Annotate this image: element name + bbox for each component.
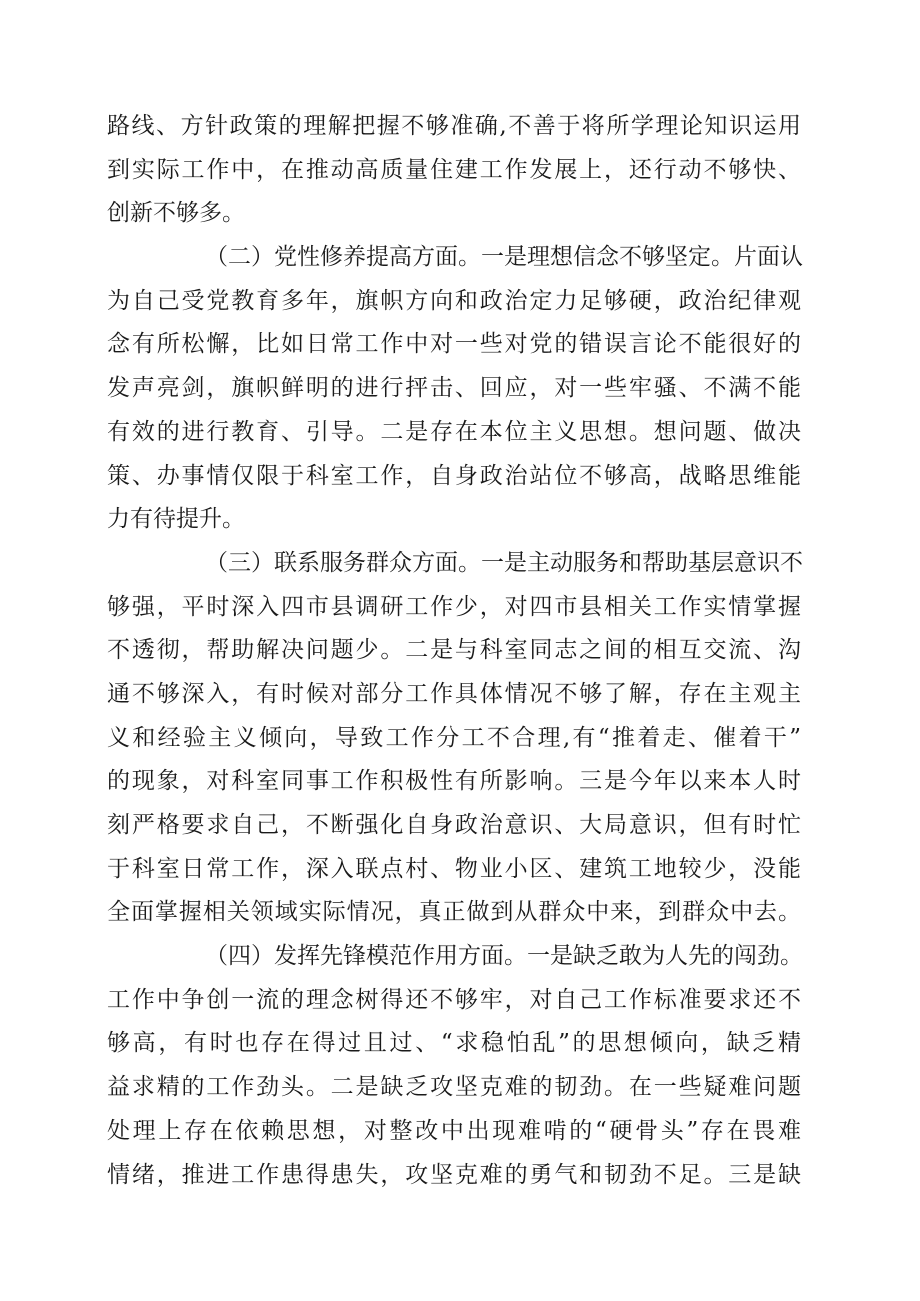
text-line: 的现象，对科室同事工作积极性有所影响。三是今年以来本人时 [107, 768, 801, 795]
text-line: 力有待提升。 [107, 506, 245, 533]
text-line: 有效的进行教育、引导。二是存在本位主义思想。想问题、做决 [107, 418, 801, 445]
paragraph-party-spirit [107, 236, 801, 542]
text-line: （二）党性修养提高方面。一是理想信念不够坚定。片面认 [205, 244, 803, 271]
text-line: 全面掌握相关领域实际情况，真正做到从群众中来，到群众中去。 [107, 899, 801, 926]
text-line: 策、办事情仅限于科室工作，自身政治站位不够高，战略思维能 [107, 462, 801, 489]
text-line: 为自己受党教育多年，旗帜方向和政治定力足够硬，政治纪律观 [107, 287, 801, 314]
text-line: 不透彻，帮助解决问题少。二是与科室同志之间的相互交流、沟 [107, 637, 801, 664]
document-page [107, 105, 801, 1197]
text-line: 刻严格要求自己，不断强化自身政治意识、大局意识，但有时忙 [107, 812, 801, 838]
text-line: （四）发挥先锋模范作用方面。一是缺乏敢为人先的闯劲。 [205, 943, 803, 970]
text-line: 通不够深入，有时候对部分工作具体情况不够了解，存在主观主 [107, 680, 801, 707]
text-line: 到实际工作中，在推动高质量住建工作发展上，还行动不够快、 [107, 156, 801, 183]
text-line: 义和经验主义倾向，导致工作分工不合理,有“推着走、催着干” [107, 724, 801, 751]
text-line: 发声亮剑，旗帜鲜明的进行抨击、回应，对一些牢骚、不满不能 [107, 375, 801, 402]
text-line: 于科室日常工作，深入联点村、物业小区、建筑工地较少，没能 [107, 855, 801, 882]
text-line: 路线、方针政策的理解把握不够准确,不善于将所学理论知识运用 [107, 113, 801, 139]
text-line: （三）联系服务群众方面。一是主动服务和帮助基层意识不 [205, 549, 803, 576]
text-line: 益求精的工作劲头。二是缺乏攻坚克难的韧劲。在一些疑难问题 [107, 1074, 801, 1101]
text-line: 够强，平时深入四市县调研工作少，对四市县相关工作实情掌握 [107, 593, 801, 620]
paragraph-1 [107, 105, 801, 236]
paragraph-serving-masses [107, 542, 801, 935]
text-line: 工作中争创一流的理念树得还不够牢，对自己工作标准要求还不 [107, 986, 801, 1013]
text-line: 处理上存在依赖思想，对整改中出现难啃的“硬骨头”存在畏难 [107, 1117, 801, 1144]
text-line: 创新不够多。 [107, 200, 245, 227]
text-line: 念有所松懈，比如日常工作中对一些对党的错误言论不能很好的 [107, 331, 801, 358]
paragraph-vanguard-role [107, 935, 801, 1197]
text-line: 情绪，推进工作患得患失，攻坚克难的勇气和韧劲不足。三是缺 [107, 1161, 801, 1188]
text-line: 够高，有时也存在得过且过、“求稳怕乱”的思想倾向，缺乏精 [107, 1030, 801, 1057]
